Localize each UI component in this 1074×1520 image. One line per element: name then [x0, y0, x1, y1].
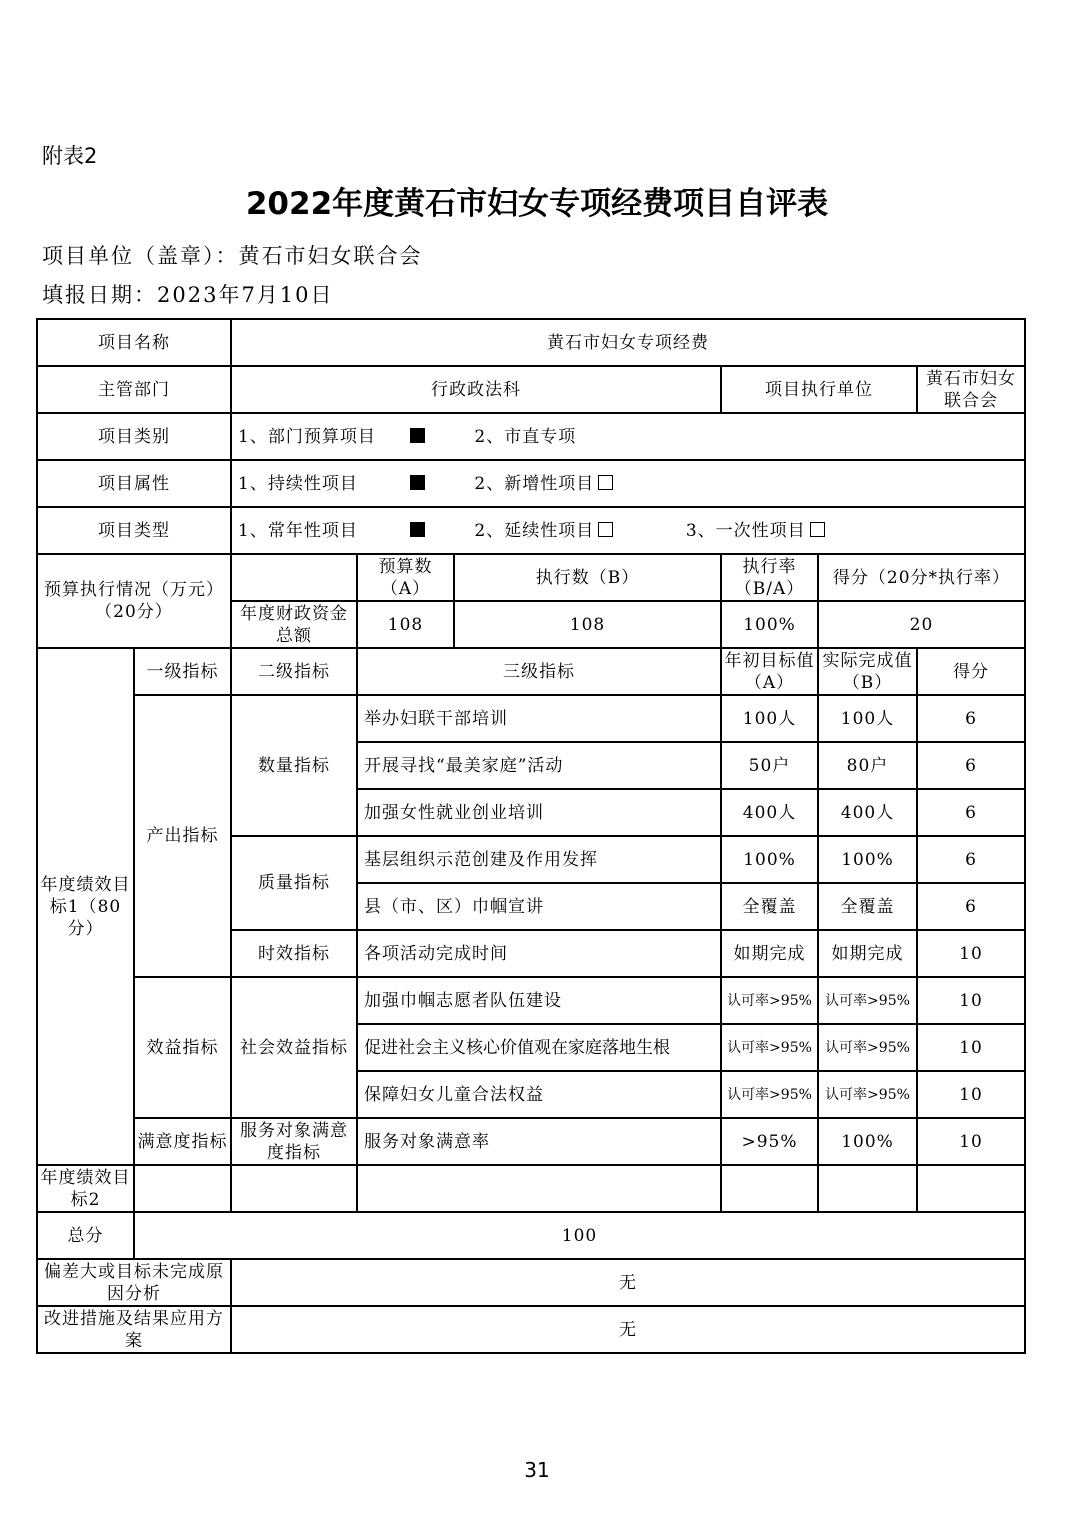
- category-option-1-label: 1、部门预算项目: [238, 426, 376, 447]
- unchecked-box-icon: [598, 475, 613, 490]
- page-title: 2022年度黄石市妇女专项经费项目自评表: [245, 186, 829, 222]
- deviation-label: 偏差大或目标未完成原因分析: [37, 1259, 231, 1306]
- indicator-score: 6: [917, 695, 1025, 742]
- indicator-actual: 认可率>95%: [818, 1024, 917, 1071]
- empty-cell: [818, 1165, 917, 1212]
- indicator-score: 6: [917, 789, 1025, 836]
- budget-col-exec: 执行数（B）: [454, 554, 721, 601]
- indicator-name: 基层组织示范创建及作用发挥: [357, 836, 721, 883]
- project-name-value: 黄石市妇女专项经费: [231, 319, 1025, 366]
- unchecked-box-icon: [810, 522, 825, 537]
- indicator-actual: 100%: [818, 836, 917, 883]
- indicator-score: 10: [917, 1024, 1025, 1071]
- department-value: 行政政法科: [231, 366, 721, 413]
- project-unit-line: 项目单位（盖章）：黄石市妇女联合会: [42, 244, 423, 268]
- empty-cell: [721, 1165, 818, 1212]
- category-option-2: 2、市直专项: [474, 426, 577, 447]
- checked-box-icon: [410, 522, 425, 537]
- rate-value: 100%: [721, 601, 818, 648]
- indicator-actual: 100人: [818, 695, 917, 742]
- department-row: [37, 366, 1025, 413]
- empty-cell: [134, 1165, 231, 1212]
- type-option-1: [238, 520, 468, 542]
- indicator-name: 服务对象满意率: [357, 1118, 721, 1165]
- attribute-option-2-label: 2、新增性项目: [474, 473, 595, 494]
- score-value: 20: [818, 601, 1025, 648]
- type-row: [37, 507, 1025, 554]
- type-option-1-label: 1、常年性项目: [238, 520, 358, 541]
- indicator-name: 各项活动完成时间: [357, 930, 721, 977]
- indicator-actual: 全覆盖: [818, 883, 917, 930]
- budget-header-row: [37, 554, 1025, 601]
- attribute-option-1-label: 1、持续性项目: [238, 473, 358, 494]
- indicator-name: 促进社会主义核心价值观在家庭落地生根: [357, 1024, 721, 1071]
- indicator-name: 举办妇联干部培训: [357, 695, 721, 742]
- checked-box-icon: [410, 475, 425, 490]
- indicator-score: 10: [917, 1118, 1025, 1165]
- fill-date-line: 填报日期：2023年7月10日: [42, 283, 334, 307]
- project-name-row: [37, 319, 1025, 366]
- indicator-row: [37, 1118, 1025, 1165]
- indicator-name: 加强女性就业创业培训: [357, 789, 721, 836]
- indicator-score: 6: [917, 883, 1025, 930]
- indicator-score: 6: [917, 836, 1025, 883]
- improvement-row: [37, 1306, 1025, 1353]
- total-row: [37, 1212, 1025, 1259]
- improvement-value: 无: [231, 1306, 1025, 1353]
- page-number: 31: [524, 1458, 550, 1482]
- deviation-value: 无: [231, 1259, 1025, 1306]
- deviation-row: [37, 1259, 1025, 1306]
- indicator-score: 10: [917, 930, 1025, 977]
- benefit-indicator-group: 效益指标: [134, 977, 231, 1118]
- appendix-label: 附表2: [42, 144, 98, 168]
- budget-row-label: 年度财政资金总额: [231, 601, 357, 648]
- attribute-option-2: [474, 473, 613, 495]
- attribute-options: [231, 460, 1025, 507]
- budget-label: 预算执行情况（万元）（20分）: [37, 554, 231, 648]
- type-option-3: [686, 520, 825, 542]
- budget-blank-cell: [231, 554, 357, 601]
- quality-indicator-group: 质量指标: [231, 836, 357, 930]
- actual-header: 实际完成值（B）: [818, 648, 917, 695]
- indicator-actual: 80户: [818, 742, 917, 789]
- self-evaluation-table: [36, 318, 1026, 1354]
- indicator-score: 6: [917, 742, 1025, 789]
- indicator-target: 全覆盖: [721, 883, 818, 930]
- goal2-label: 年度绩效目标2: [37, 1165, 134, 1212]
- level3-header: 三级指标: [357, 648, 721, 695]
- service-satisfaction-indicator-group: 服务对象满意度指标: [231, 1118, 357, 1165]
- timeliness-indicator-group: 时效指标: [231, 930, 357, 977]
- indicator-name: 县（市、区）巾帼宣讲: [357, 883, 721, 930]
- indicator-target: 认可率>95%: [721, 977, 818, 1024]
- exec-value: 108: [454, 601, 721, 648]
- indicator-target: 100%: [721, 836, 818, 883]
- goal2-row: [37, 1165, 1025, 1212]
- empty-cell: [917, 1165, 1025, 1212]
- indicator-score: 10: [917, 977, 1025, 1024]
- indicator-target: 如期完成: [721, 930, 818, 977]
- indicator-score: 10: [917, 1071, 1025, 1118]
- indicator-target: 50户: [721, 742, 818, 789]
- budget-col-budget: 预算数（A）: [357, 554, 454, 601]
- indicator-target: 认可率>95%: [721, 1071, 818, 1118]
- type-option-2: [474, 520, 679, 542]
- attribute-option-1: [238, 473, 468, 495]
- indicator-name: 加强巾帼志愿者队伍建设: [357, 977, 721, 1024]
- type-option-2-label: 2、延续性项目: [474, 520, 595, 541]
- type-label: 项目类型: [37, 507, 231, 554]
- indicator-actual: 400人: [818, 789, 917, 836]
- level2-header: 二级指标: [231, 648, 357, 695]
- indicator-target: 认可率>95%: [721, 1024, 818, 1071]
- indicator-target: 400人: [721, 789, 818, 836]
- improvement-label: 改进措施及结果应用方案: [37, 1306, 231, 1353]
- category-label: 项目类别: [37, 413, 231, 460]
- indicator-header-row: [37, 648, 1025, 695]
- type-options: [231, 507, 1025, 554]
- indicator-row: [37, 977, 1025, 1024]
- attribute-label: 项目属性: [37, 460, 231, 507]
- total-value: 100: [134, 1212, 1025, 1259]
- project-name-label: 项目名称: [37, 319, 231, 366]
- budget-col-rate: 执行率（B/A）: [721, 554, 818, 601]
- category-row: [37, 413, 1025, 460]
- score-header: 得分: [917, 648, 1025, 695]
- target-header: 年初目标值（A）: [721, 648, 818, 695]
- indicator-name: 开展寻找“最美家庭”活动: [357, 742, 721, 789]
- exec-unit-value: 黄石市妇女联合会: [917, 366, 1025, 413]
- unchecked-box-icon: [598, 522, 613, 537]
- indicator-actual: 认可率>95%: [818, 977, 917, 1024]
- budget-col-score: 得分（20分*执行率）: [818, 554, 1025, 601]
- checked-box-icon: [410, 428, 425, 443]
- attribute-row: [37, 460, 1025, 507]
- indicator-actual: 100%: [818, 1118, 917, 1165]
- exec-unit-label: 项目执行单位: [721, 366, 917, 413]
- indicator-actual: 如期完成: [818, 930, 917, 977]
- indicator-target: 100人: [721, 695, 818, 742]
- goal1-label: 年度绩效目标1（80分）: [37, 648, 134, 1165]
- satisfaction-indicator-group: 满意度指标: [134, 1118, 231, 1165]
- empty-cell: [231, 1165, 357, 1212]
- budget-value: 108: [357, 601, 454, 648]
- empty-cell: [357, 1165, 721, 1212]
- indicator-actual: 认可率>95%: [818, 1071, 917, 1118]
- indicator-target: >95%: [721, 1118, 818, 1165]
- social-benefit-indicator-group: 社会效益指标: [231, 977, 357, 1118]
- department-label: 主管部门: [37, 366, 231, 413]
- quantity-indicator-group: 数量指标: [231, 695, 357, 836]
- indicator-row: [37, 695, 1025, 742]
- category-option-1: [238, 426, 468, 448]
- level1-header: 一级指标: [134, 648, 231, 695]
- type-option-3-label: 3、一次性项目: [685, 520, 806, 541]
- total-label: 总分: [37, 1212, 134, 1259]
- output-indicator-group: 产出指标: [134, 695, 231, 977]
- category-options: [231, 413, 1025, 460]
- indicator-name: 保障妇女儿童合法权益: [357, 1071, 721, 1118]
